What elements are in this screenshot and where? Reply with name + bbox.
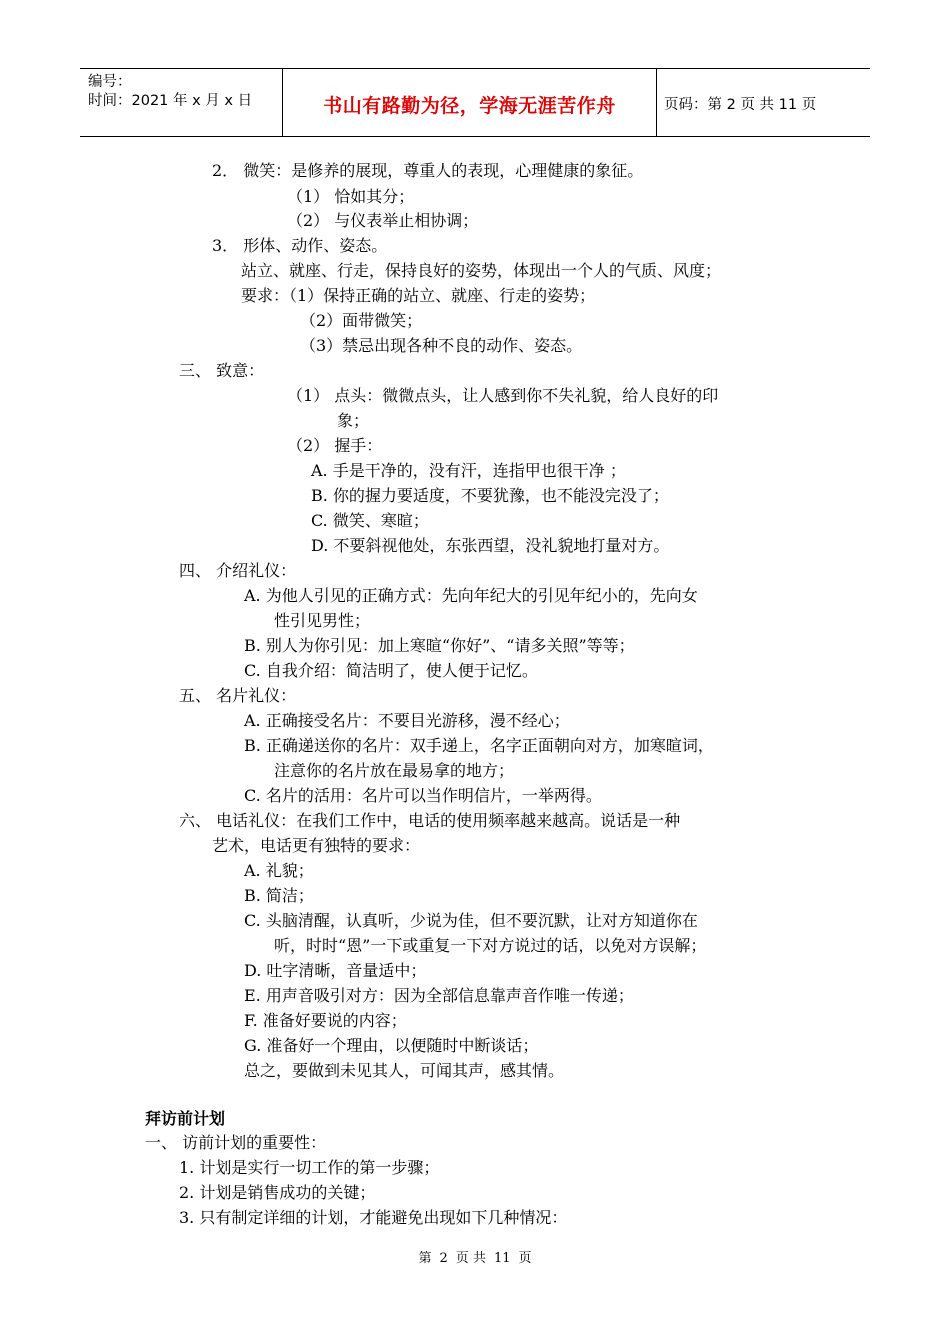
body-line: C. 头脑清醒，认真听，少说为佳，但不要沉默，让对方知道你在 bbox=[244, 911, 698, 930]
body-line: B. 别人为你引见：加上寒暄“你好”、“请多关照”等等； bbox=[244, 636, 635, 655]
body-line: D. 不要斜视他处，东张西望，没礼貌地打量对方。 bbox=[311, 536, 670, 555]
body-line: A. 礼貌； bbox=[244, 861, 314, 880]
section-heading-3: 三、 致意： bbox=[179, 361, 265, 380]
body-line: F. 准备好要说的内容； bbox=[244, 1011, 407, 1030]
body-line: C. 微笑、寒暄； bbox=[311, 511, 429, 530]
body-line: B. 简洁； bbox=[244, 886, 314, 905]
body-line: 站立、就座、行走，保持良好的姿势，体现出一个人的气质、风度； bbox=[241, 261, 722, 280]
document-header bbox=[80, 68, 870, 137]
body-line: 听，时时“恩”一下或重复一下对方说过的话，以免对方误解； bbox=[274, 936, 707, 955]
footer-page-total: 11 bbox=[493, 1251, 511, 1266]
body-line: （1） 点头：微微点头，让人感到你不失礼貌，给人良好的印 bbox=[287, 386, 719, 405]
section-title: 拜访前计划 bbox=[145, 1109, 226, 1128]
body-line: （3）禁忌出现各种不良的动作、姿态。 bbox=[300, 336, 583, 355]
body-line: （2） 与仪表举止相协调； bbox=[287, 211, 479, 230]
body-line: 1. 计划是实行一切工作的第一步骤； bbox=[179, 1158, 440, 1177]
section-heading-6: 六、 电话礼仪：在我们工作中，电话的使用频率越来越高。说话是一种 bbox=[179, 811, 681, 830]
body-line: 3. 只有制定详细的计划，才能避免出现如下几种情况： bbox=[179, 1208, 568, 1227]
header-page-info: 页码：第 2 页 共 11 页 bbox=[664, 97, 817, 113]
body-line: （1） 恰如其分； bbox=[287, 187, 415, 206]
footer-suffix: 页 bbox=[518, 1251, 532, 1266]
body-line: 注意你的名片放在最易拿的地方； bbox=[274, 761, 515, 780]
body-line: 总之，要做到未见其人，可闻其声，感其情。 bbox=[244, 1061, 565, 1080]
body-line: B. 你的握力要适度，不要犹豫，也不能没完没了； bbox=[311, 486, 669, 505]
body-line: 要求：（1）保持正确的站立、就座、行走的姿势； bbox=[241, 286, 596, 305]
footer-prefix: 第 bbox=[418, 1251, 432, 1266]
header-divider bbox=[656, 69, 657, 136]
section-heading-4: 四、 介绍礼仪： bbox=[179, 561, 297, 580]
footer-page-number: 2 bbox=[439, 1251, 448, 1266]
header-motto: 书山有路勤为径，学海无涯苦作舟 bbox=[323, 95, 616, 117]
body-line: A. 为他人引见的正确方式：先向年纪大的引见年纪小的，先向女 bbox=[244, 586, 698, 605]
body-line: C. 自我介绍：简洁明了，使人便于记忆。 bbox=[244, 661, 538, 680]
body-line: A. 手是干净的，没有汗，连指甲也很干净 ； bbox=[311, 461, 626, 480]
footer-mid: 页 共 bbox=[455, 1251, 486, 1266]
body-line: G. 准备好一个理由，以便随时中断谈话； bbox=[244, 1036, 539, 1055]
header-meta bbox=[88, 73, 252, 111]
body-line: （2） 握手： bbox=[287, 436, 383, 455]
body-line: 象； bbox=[337, 411, 370, 430]
body-line: 2. 计划是销售成功的关键； bbox=[179, 1183, 376, 1202]
body-line: 2． 微笑：是修养的展现，尊重人的表现，心理健康的象征。 bbox=[212, 161, 644, 180]
page-footer bbox=[0, 1247, 950, 1266]
body-line: 性引见男性； bbox=[274, 611, 371, 630]
body-line: E. 用声音吸引对方：因为全部信息靠声音作唯一传递； bbox=[244, 986, 634, 1005]
body-line: 3． 形体、动作、姿态。 bbox=[212, 236, 388, 255]
body-line: C. 名片的活用：名片可以当作明信片，一举两得。 bbox=[244, 786, 602, 805]
body-line: A. 正确接受名片：不要目光游移，漫不经心； bbox=[244, 711, 570, 730]
body-line: 艺术，电话更有独特的要求： bbox=[212, 836, 421, 855]
body-line: B. 正确递送你的名片：双手递上，名字正面朝向对方，加寒暄词， bbox=[244, 736, 714, 755]
document-date: 时间：2021 年 x 月 x 日 bbox=[88, 93, 253, 109]
body-line: （2）面带微笑； bbox=[300, 311, 423, 330]
body-line: 一、 访前计划的重要性： bbox=[145, 1133, 327, 1152]
body-line: D. 吐字清晰，音量适中； bbox=[244, 961, 427, 980]
section-heading-5: 五、 名片礼仪： bbox=[179, 686, 297, 705]
document-number-label: 编号： bbox=[88, 74, 132, 90]
